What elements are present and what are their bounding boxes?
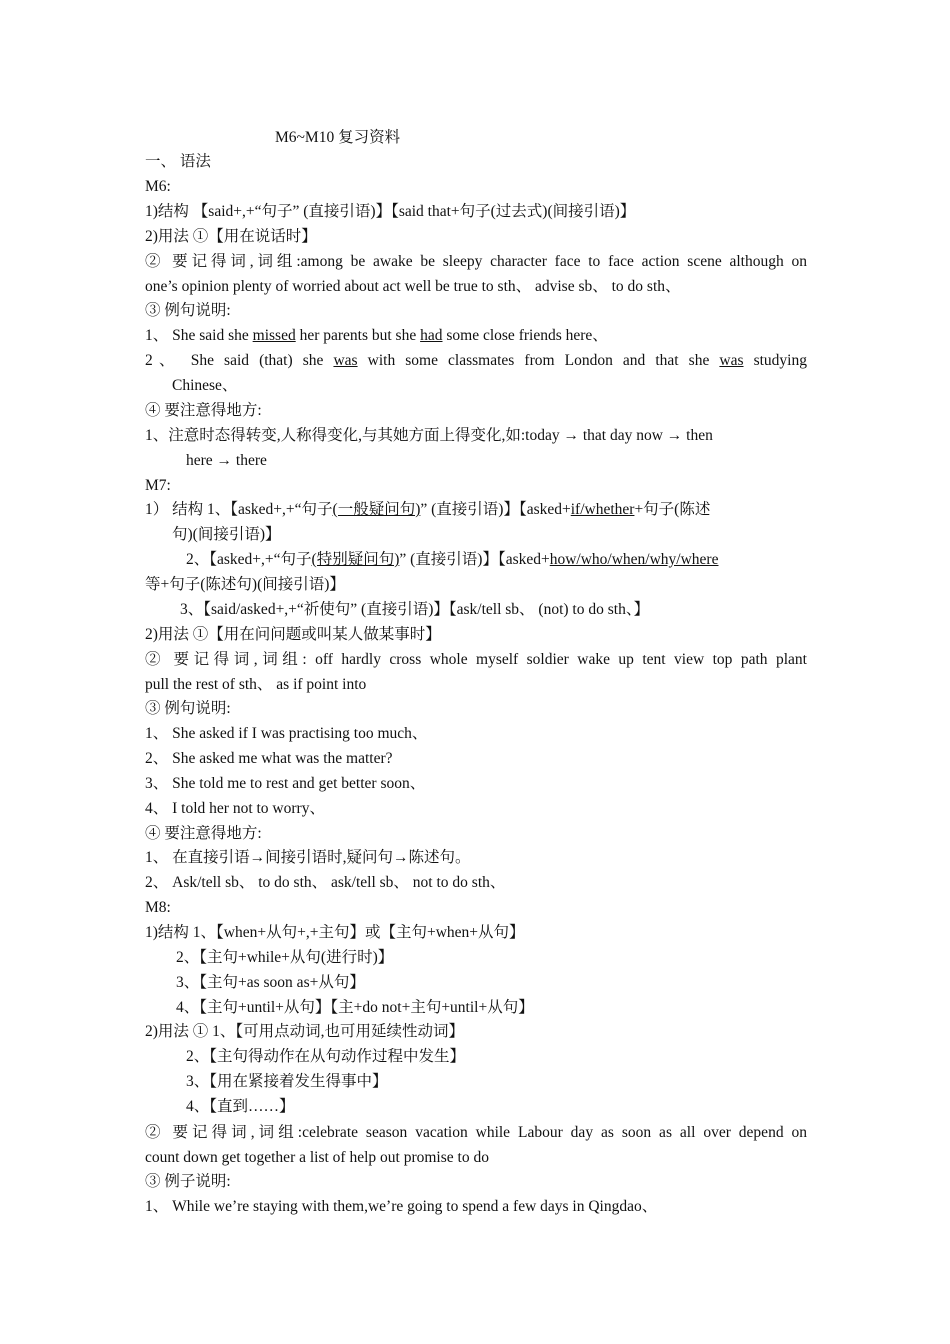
text-run: +句子(陈述 bbox=[634, 501, 711, 518]
m7-vocabulary-line-1: ② 要记得词,词组: off hardly cross whole myself soldier wake up tent view top path plant bbox=[145, 651, 807, 668]
m8-examples-heading: ③ 例子说明: bbox=[145, 1173, 231, 1190]
m8-vocabulary-line-2: count down get together a list of help out promise to do bbox=[145, 1149, 489, 1166]
m8-structure-1: 1)结构 1、【when+从句+,+主句】或【主句+when+从句】 bbox=[145, 924, 525, 941]
m8-usage-1: 2)用法 ① 1、【可用点动词,也可用延续性动词】 bbox=[145, 1023, 465, 1040]
underlined-phrase: (特别疑问句) bbox=[311, 551, 400, 568]
m7-usage: 2)用法 ①【用在问问题或叫某人做某事时】 bbox=[145, 626, 441, 643]
m7-structure-2-continued: 等+句子(陈述句)(间接引语)】 bbox=[145, 576, 345, 593]
m8-structure-2: 2、【主句+while+从句(进行时)】 bbox=[176, 949, 394, 966]
m7-note-1: 1、 在直接引语→间接引语时,疑问句→陈述句。 bbox=[145, 849, 471, 866]
m8-usage-4: 4、【直到……】 bbox=[186, 1098, 295, 1115]
underlined-word: was bbox=[719, 352, 744, 369]
underlined-word: had bbox=[420, 327, 443, 344]
m7-example-3: 3、 She told me to rest and get better soon、 bbox=[145, 775, 426, 792]
module-heading-m7: M7: bbox=[145, 477, 171, 494]
text-run: some close friends here、 bbox=[442, 327, 608, 344]
text-run: 1） 结构 1、【asked+,+“句子 bbox=[145, 501, 333, 518]
text-run: studying bbox=[743, 352, 807, 369]
m7-vocabulary-line-2: pull the rest of sth、 as if point into bbox=[145, 676, 367, 693]
m6-vocabulary-line-1: ② 要记得词,词组:among be awake be sleepy character face to face action scene although on bbox=[145, 253, 807, 270]
text-run: 2、 She said (that) she bbox=[145, 352, 334, 369]
m6-note-1-continued: here → there bbox=[186, 452, 267, 469]
m6-notes-heading: ④ 要注意得地方: bbox=[145, 402, 262, 419]
underlined-word: missed bbox=[252, 327, 296, 344]
module-heading-m6: M6: bbox=[145, 178, 171, 195]
m6-structure: 1)结构 【said+,+“句子” (直接引语)】【said that+句子(过去式)(间接引语)】 bbox=[145, 203, 636, 220]
page-title: M6~M10 复习资料 bbox=[275, 129, 401, 146]
m7-notes-heading: ④ 要注意得地方: bbox=[145, 825, 262, 842]
m8-structure-3: 3、【主句+as soon as+从句】 bbox=[176, 974, 365, 991]
m7-example-2: 2、 She asked me what was the matter? bbox=[145, 750, 393, 767]
text-run: ” (直接引语)】【asked+ bbox=[399, 551, 550, 568]
module-heading-m8: M8: bbox=[145, 899, 171, 916]
m7-structure-3: 3、【said/asked+,+“祈使句” (直接引语)】【ask/tell sb、 (not) to do sth、】 bbox=[180, 601, 650, 618]
m7-structure-2 bbox=[186, 548, 848, 573]
underlined-phrase: (一般疑问句) bbox=[332, 501, 421, 518]
m8-example-1: 1、 While we’re staying with them,we’re going to spend a few days in Qingdao、 bbox=[145, 1198, 658, 1215]
text-run: 2、【asked+,+“句子 bbox=[186, 551, 312, 568]
m7-example-1: 1、 She asked if I was practising too much、 bbox=[145, 725, 428, 742]
text-run: 1、 She said she bbox=[145, 327, 253, 344]
m7-example-4: 4、 I told her not to worry、 bbox=[145, 800, 325, 817]
m6-examples-heading: ③ 例句说明: bbox=[145, 302, 231, 319]
underlined-word: was bbox=[333, 352, 358, 369]
m6-vocabulary-line-2: one’s opinion plenty of worried about act well be true to sth、 advise sb、 to do sth、 bbox=[145, 278, 681, 295]
m8-structure-4: 4、【主句+until+从句】【主+do not+主句+until+从句】 bbox=[176, 999, 534, 1016]
m7-structure-1 bbox=[145, 498, 807, 523]
m6-usage: 2)用法 ①【用在说话时】 bbox=[145, 228, 317, 245]
m7-structure-1-continued: 句)(间接引语)】 bbox=[172, 526, 281, 543]
section-heading-grammar: 一、 语法 bbox=[145, 153, 211, 170]
m7-examples-heading: ③ 例句说明: bbox=[145, 700, 231, 717]
m6-example-1 bbox=[145, 324, 807, 349]
text-run: ” (直接引语)】【asked+ bbox=[420, 501, 571, 518]
m6-example-2 bbox=[145, 349, 807, 374]
underlined-phrase: if/whether bbox=[570, 501, 635, 518]
text-run: her parents but she bbox=[295, 327, 421, 344]
m7-note-2: 2、 Ask/tell sb、 to do sth、 ask/tell sb、 not to do sth、 bbox=[145, 874, 506, 891]
m8-usage-2: 2、【主句得动作在从句动作过程中发生】 bbox=[186, 1048, 466, 1065]
m8-vocabulary-line-1: ② 要记得词,词组:celebrate season vacation while Labour day as soon as all over depend on bbox=[145, 1124, 807, 1141]
m6-note-1: 1、注意时态得转变,人称得变化,与其她方面上得变化,如:today → that day now → then bbox=[145, 427, 713, 444]
m8-usage-3: 3、【用在紧接着发生得事中】 bbox=[186, 1073, 388, 1090]
underlined-phrase: how/who/when/why/where bbox=[549, 551, 719, 568]
text-run: with some classmates from London and that she bbox=[357, 352, 720, 369]
m6-example-2-continued: Chinese、 bbox=[172, 377, 238, 394]
